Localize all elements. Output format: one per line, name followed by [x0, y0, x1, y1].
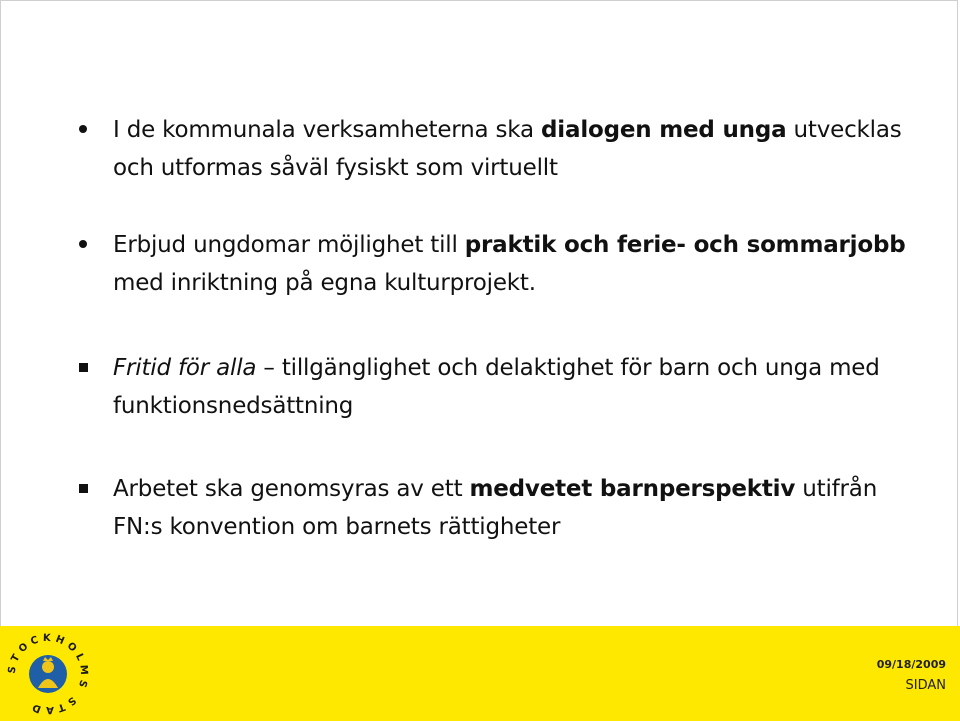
- bullet-3-text-end: – tillgänglighet och delaktighet för barn och unga med funktionsnedsättning: [113, 355, 880, 419]
- bullet-square-icon: [79, 484, 88, 493]
- bullet-square-icon: [79, 363, 88, 372]
- bullet-item-1: [113, 111, 913, 187]
- bullet-4-text-end: utifrån FN:s konvention om barnets rättigheter: [113, 476, 878, 540]
- bullet-4-text-start: Arbetet ska genomsyras av ett: [113, 476, 470, 502]
- bullet-1-bold: dialogen med unga: [541, 117, 787, 143]
- bullet-item-2: [113, 226, 913, 302]
- bullet-1-text-end: utvecklas och utformas såväl fysiskt som virtuellt: [113, 117, 902, 181]
- footer-bar: [0, 626, 960, 721]
- bullet-dot-icon: [79, 125, 87, 133]
- bullet-2-text-start: Erbjud ungdomar möjlighet till: [113, 232, 465, 258]
- bullet-item-3: [113, 349, 913, 425]
- stockholm-logo-icon: [4, 630, 92, 718]
- bullet-2-text-end: med inriktning på egna kulturprojekt.: [113, 270, 536, 296]
- bullet-4-bold: medvetet barnperspektiv: [469, 476, 796, 502]
- bullet-3-italic: Fritid för alla: [113, 355, 257, 381]
- footer-date: 09/18/2009: [876, 658, 946, 671]
- svg-text:STOCKHOLMS STAD: STOCKHOLMS STAD: [6, 632, 90, 716]
- footer-page-label: SIDAN: [905, 678, 946, 693]
- bullet-2-bold: praktik och ferie- och sommarjobb: [464, 232, 906, 258]
- bullet-dot-icon: [79, 240, 87, 248]
- bullet-1-text-start: I de kommunala verksamheterna ska: [113, 117, 542, 143]
- bullet-item-4: [113, 470, 913, 546]
